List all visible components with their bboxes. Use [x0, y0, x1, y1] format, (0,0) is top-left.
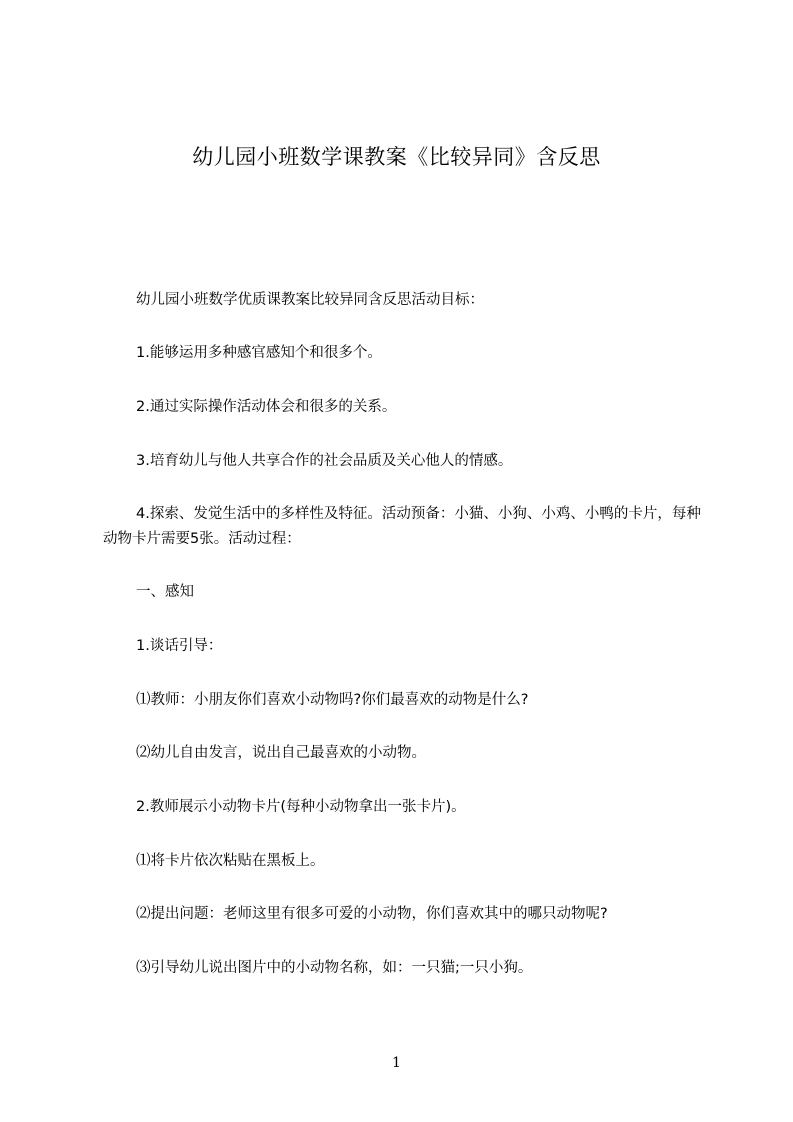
- paragraph-objective-4: 4.探索、发觉生活中的多样性及特征。活动预备：小猫、小狗、小鸡、小鸭的卡片，每种动物卡片需要5张。活动过程：: [103, 506, 701, 547]
- paragraph-objectives-heading: 幼儿园小班数学优质课教案比较异同含反思活动目标：: [136, 292, 484, 308]
- page-number: 1: [392, 1055, 401, 1071]
- paragraph-objective-3: 3.培育幼儿与他人共享合作的社会品质及关心他人的情感。: [136, 453, 513, 469]
- paragraph-step-2-3: ⑶引导幼儿说出图片中的小动物名称，如：一只猫;一只小狗。: [136, 960, 533, 976]
- paragraph-step-1: 1.谈话引导：: [136, 638, 223, 654]
- document-title: 幼儿园小班数学课教案《比较异同》含反思: [192, 145, 601, 169]
- paragraph-objective-1: 1.能够运用多种感官感知个和很多个。: [136, 345, 382, 361]
- paragraph-objective-2: 2.通过实际操作活动体会和很多的关系。: [136, 399, 397, 415]
- paragraph-step-2-1: ⑴将卡片依次粘贴在黑板上。: [136, 853, 325, 869]
- paragraph-step-2-2: ⑵提出问题：老师这里有很多可爱的小动物，你们喜欢其中的哪只动物呢?: [136, 906, 608, 922]
- paragraph-step-1-1: ⑴教师：小朋友你们喜欢小动物吗?你们最喜欢的动物是什么?: [136, 692, 529, 708]
- section-heading-perception: 一、感知: [136, 584, 194, 600]
- paragraph-step-2: 2.教师展示小动物卡片(每种小动物拿出一张卡片)。: [136, 799, 466, 815]
- paragraph-step-1-2: ⑵幼儿自由发言，说出自己最喜欢的小动物。: [136, 745, 426, 761]
